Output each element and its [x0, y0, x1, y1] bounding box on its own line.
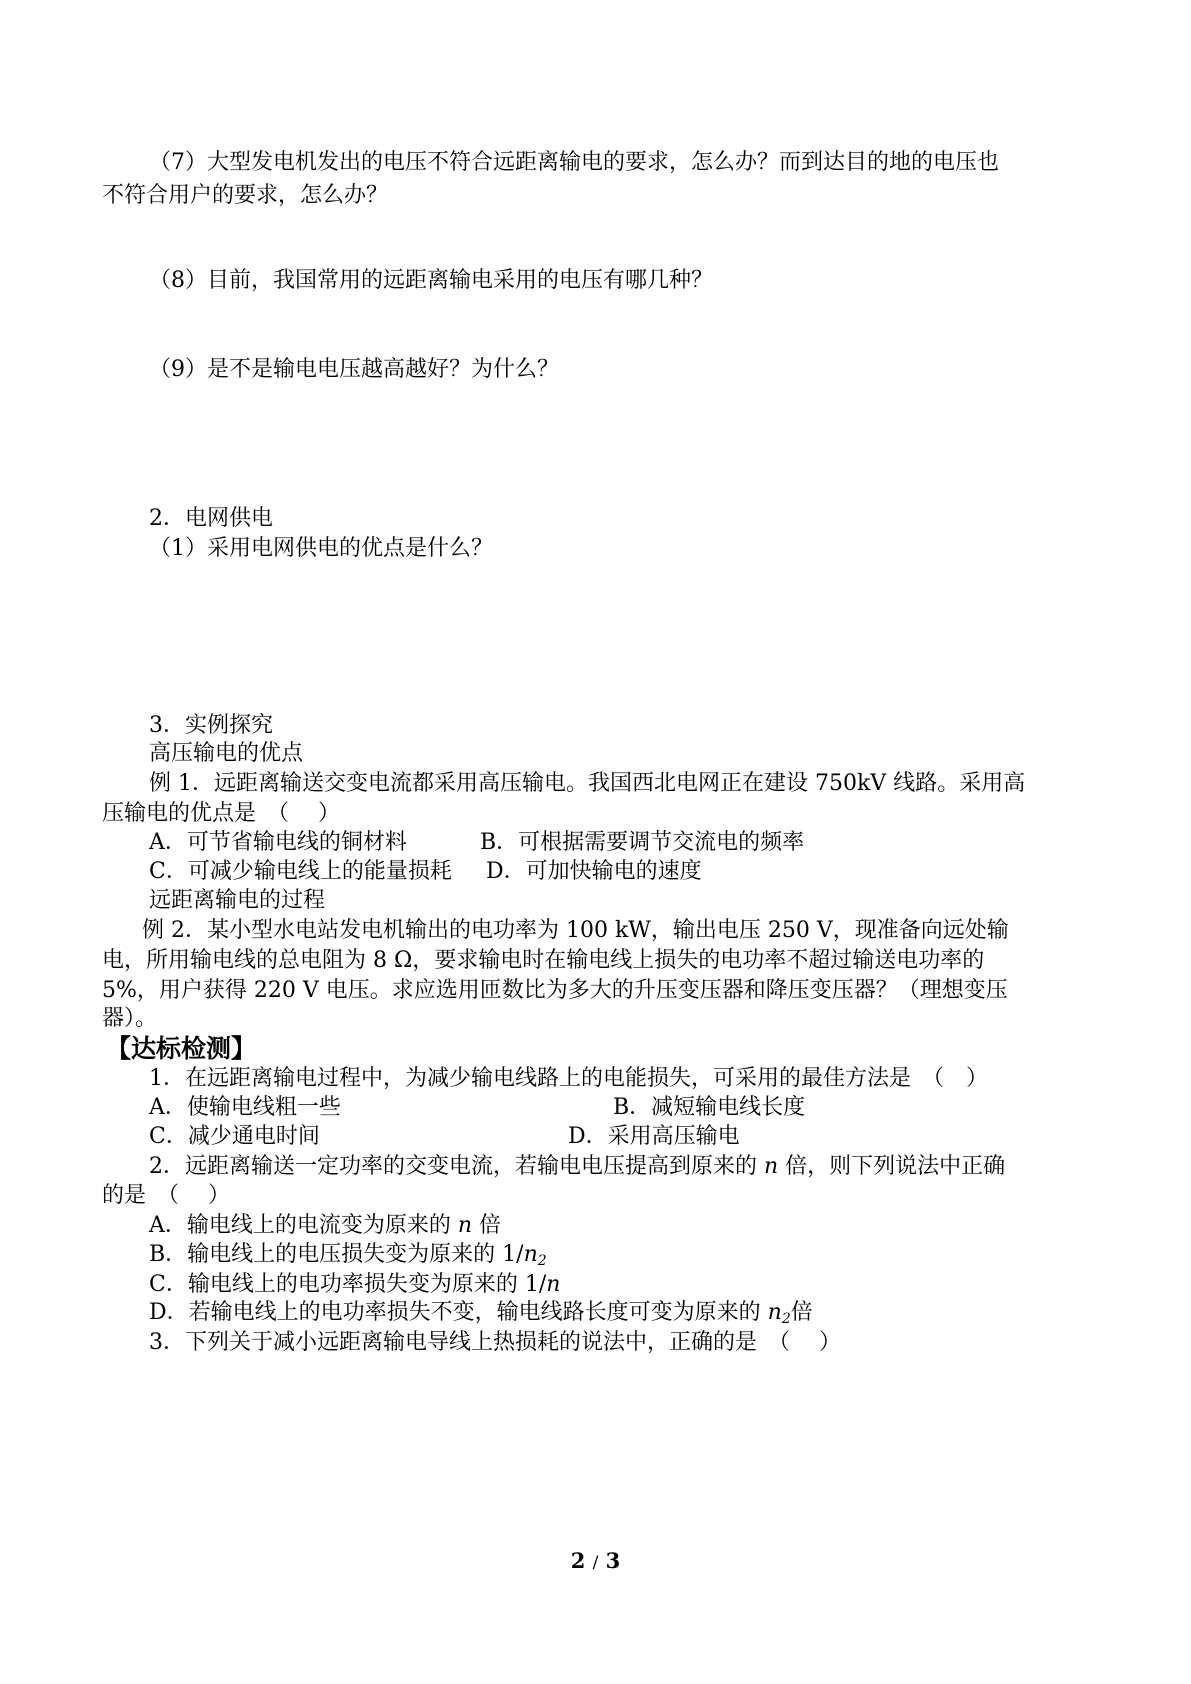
example-1-line-1: 例 1．远距离输送交变电流都采用高压输电。我国西北电网正在建设 750kV 线路。采用高 — [149, 771, 1026, 796]
example-2-line-2: 电，所用输电线的总电阻为 8 Ω，要求输电时在输电线上损失的电功率不超过输送电功率的 — [102, 948, 985, 973]
question-9: （9）是不是输电电压越高越好？为什么？ — [149, 357, 559, 382]
example-2-line-4: 器）。 — [102, 1006, 158, 1031]
example-2-line-1: 例 2．某小型水电站发电机输出的电功率为 100 kW，输出电压 250 V，现准备向远处输 — [142, 918, 1009, 943]
subsection-high-voltage-advantages: 高压输电的优点 — [149, 741, 304, 766]
section-2-question-1: （1）采用电网供电的优点是什么？ — [149, 536, 493, 561]
example-1-option-c: C．可减少输电线上的能量损耗 — [149, 859, 452, 884]
example-1-line-2: 压输电的优点是 （ ） — [102, 801, 340, 826]
check-heading: 【达标检测】 — [106, 1034, 257, 1063]
section-2-title: 2．电网供电 — [149, 506, 273, 531]
check-question-1-stem: 1．在远距离输电过程中，为减少输电线路上的电能损失，可采用的最佳方法是 （ ） — [149, 1066, 988, 1091]
check-question-2-stem-line-1: 2．远距离输送一定功率的交变电流，若输电电压提高到原来的 n 倍，则下列说法中正确 — [149, 1154, 1006, 1179]
question-7-line-2: 不符合用户的要求，怎么办？ — [102, 183, 389, 208]
section-3-title: 3．实例探究 — [149, 713, 273, 738]
check-question-2-option-c: C．输电线上的电功率损失变为原来的 1/n — [149, 1272, 561, 1297]
example-1-option-b: B．可根据需要调节交流电的频率 — [480, 830, 805, 855]
question-7-line-1: （7）大型发电机发出的电压不符合远距离输电的要求，怎么办？而到达目的地的电压也 — [149, 150, 999, 175]
check-question-2-option-b: B．输电线上的电压损失变为原来的 $1/n_2$ — [149, 1242, 547, 1269]
check-question-2-stem-line-2: 的是 （ ） — [102, 1183, 230, 1208]
check-question-2-option-d: D．若输电线上的电功率损失不变，输电线路长度可变为原来的 $n_2$倍 — [149, 1300, 813, 1327]
example-1-option-d: D．可加快输电的速度 — [486, 859, 702, 884]
subsection-long-distance-process: 远距离输电的过程 — [149, 888, 326, 913]
check-question-1-option-a: A．使输电线粗一些 — [149, 1095, 341, 1120]
check-question-1-option-d: D．采用高压输电 — [568, 1124, 740, 1149]
check-question-2-option-a: A．输电线上的电流变为原来的 n 倍 — [149, 1213, 502, 1238]
question-8: （8）目前，我国常用的远距离输电采用的电压有哪几种？ — [149, 268, 713, 293]
check-question-1-option-b: B．减短输电线长度 — [613, 1095, 806, 1120]
check-question-3-stem: 3．下列关于减小远距离输电导线上热损耗的说法中，正确的是 （ ） — [149, 1330, 841, 1355]
example-1-option-a: A．可节省输电线的铜材料 — [149, 830, 407, 855]
page-number: 2 / 3 — [570, 1548, 621, 1573]
example-2-line-3: 5%，用户获得 220 V 电压。求应选用匝数比为多大的升压变压器和降压变压器？（理想变压 — [102, 978, 1008, 1003]
check-question-1-option-c: C．减少通电时间 — [149, 1124, 320, 1149]
